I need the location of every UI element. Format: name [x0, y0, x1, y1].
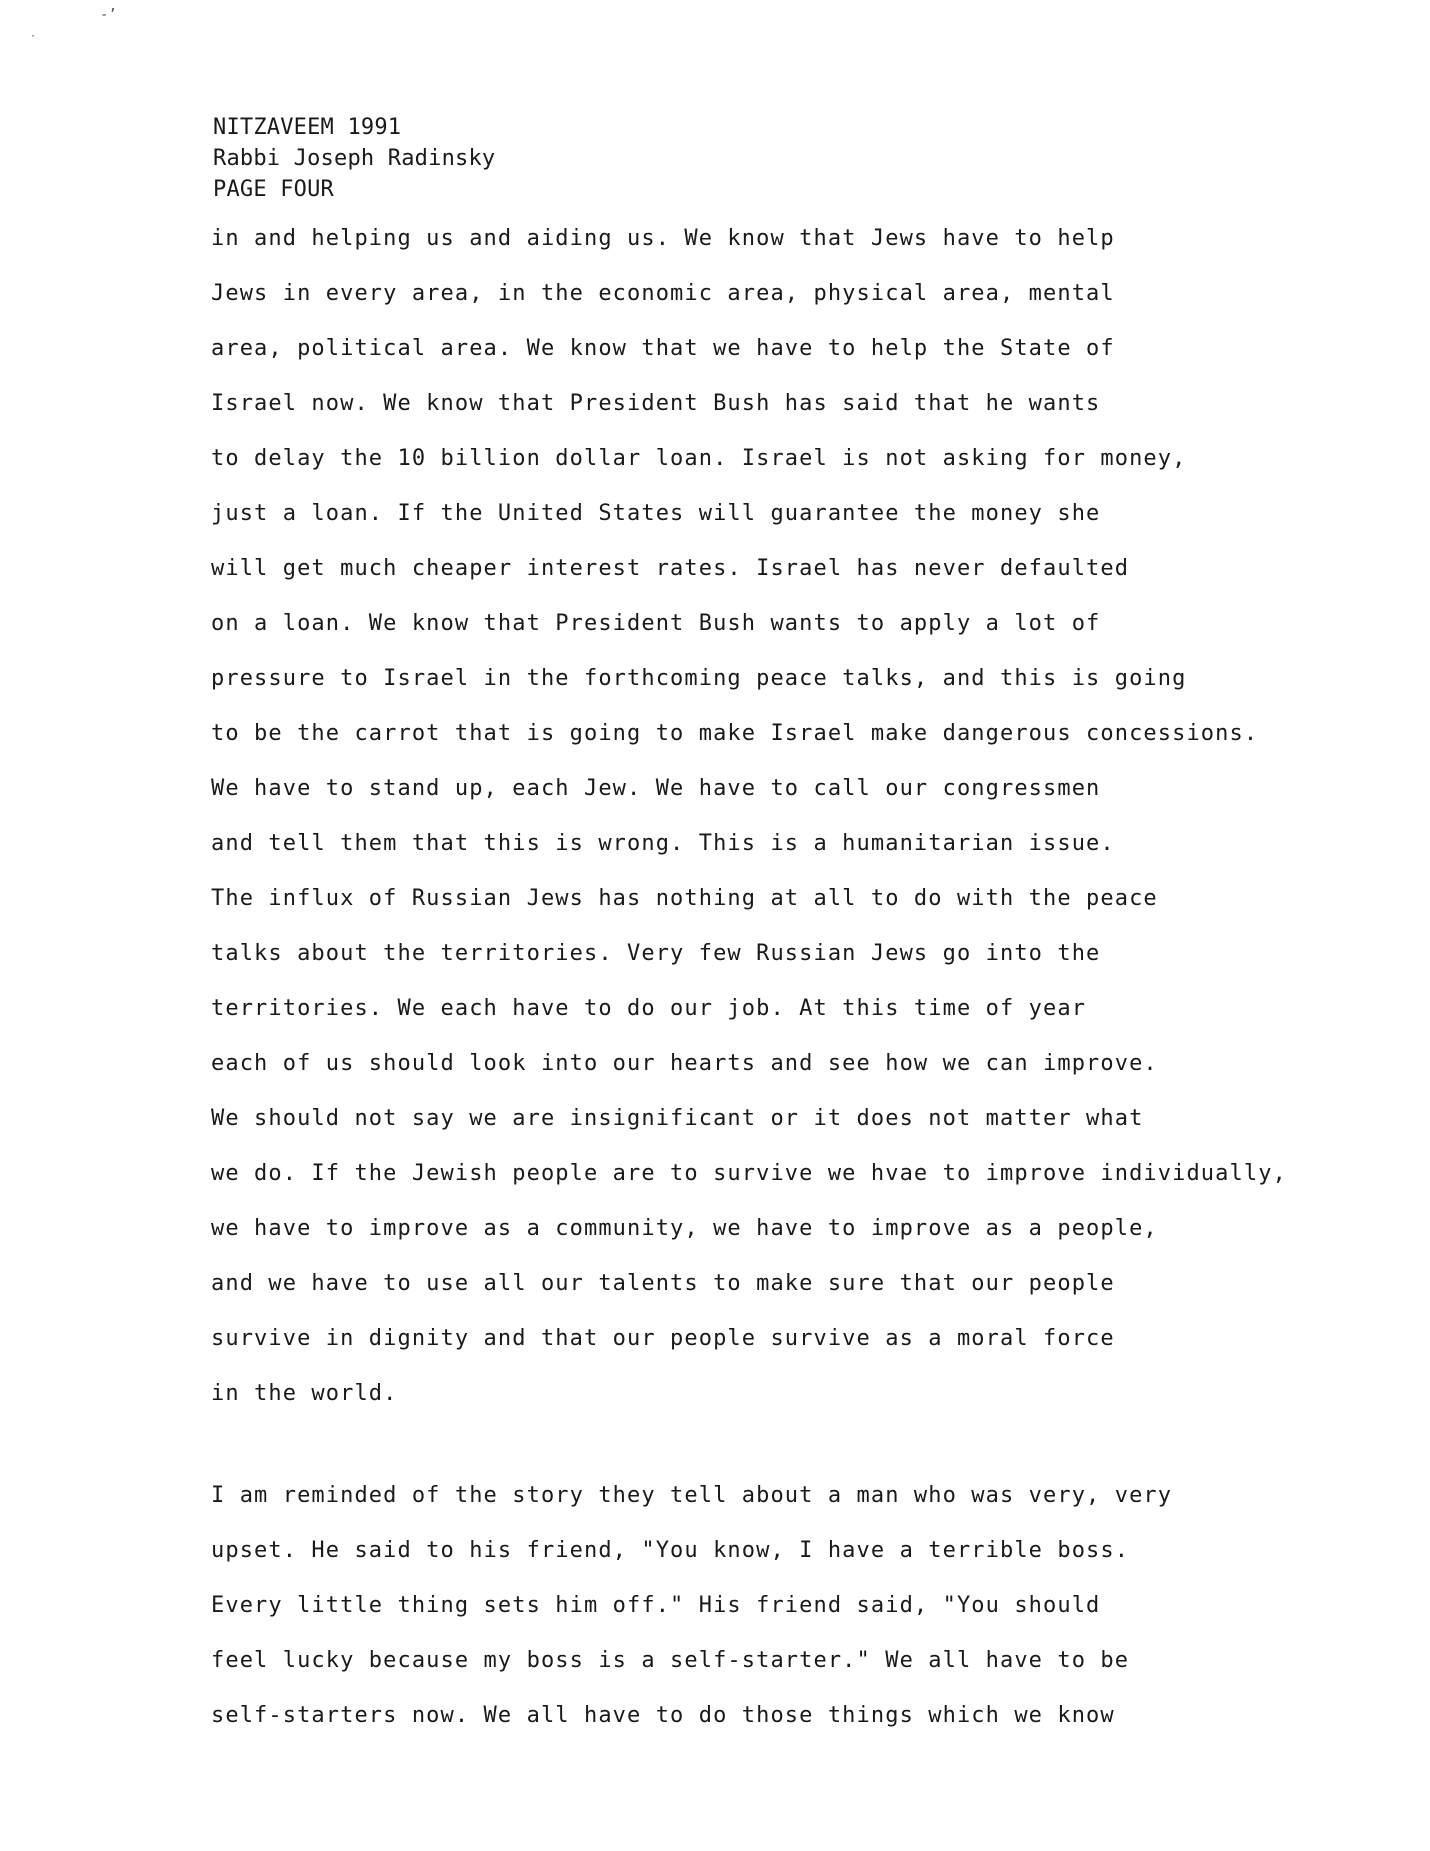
- paragraph-1: [211, 211, 1287, 1421]
- text-line: to delay the 10 billion dollar loan. Israel is not asking for money,: [211, 446, 1187, 471]
- text-line: and tell them that this is wrong. This is a humanitarian issue.: [211, 831, 1115, 856]
- text-line: pressure to Israel in the forthcoming peace talks, and this is going: [211, 666, 1187, 691]
- text-line: in the world.: [211, 1381, 398, 1406]
- text-line: survive in dignity and that our people survive as a moral force: [211, 1326, 1115, 1351]
- paragraph-2: [211, 1468, 1172, 1743]
- text-line: Every little thing sets him off." His friend said, "You should: [211, 1593, 1101, 1618]
- stray-scan-mark: -’: [100, 7, 117, 23]
- text-line: in and helping us and aiding us. We know that Jews have to help: [211, 226, 1115, 251]
- text-line: The influx of Russian Jews has nothing at all to do with the peace: [211, 886, 1158, 911]
- document-title: NITZAVEEM 1991: [213, 115, 402, 140]
- text-line: we have to improve as a community, we have to improve as a people,: [211, 1216, 1158, 1241]
- text-line: talks about the territories. Very few Russian Jews go into the: [211, 941, 1101, 966]
- text-line: We should not say we are insignificant or it does not matter what: [211, 1106, 1144, 1131]
- text-line: and we have to use all our talents to make sure that our people: [211, 1271, 1115, 1296]
- text-line: We have to stand up, each Jew. We have to call our congressmen: [211, 776, 1101, 801]
- text-line: self-starters now. We all have to do those things which we know: [211, 1703, 1115, 1728]
- text-line: we do. If the Jewish people are to survive we hvae to improve individually,: [211, 1161, 1287, 1186]
- text-line: Jews in every area, in the economic area, physical area, mental: [211, 281, 1115, 306]
- document-author: Rabbi Joseph Radinsky: [213, 146, 496, 171]
- page-label: PAGE FOUR: [213, 177, 335, 202]
- text-line: feel lucky because my boss is a self-starter." We all have to be: [211, 1648, 1130, 1673]
- text-line: will get much cheaper interest rates. Israel has never defaulted: [211, 556, 1130, 581]
- document-header: [213, 112, 495, 205]
- text-line: upset. He said to his friend, "You know, I have a terrible boss.: [211, 1538, 1130, 1563]
- text-line: each of us should look into our hearts and see how we can improve.: [211, 1051, 1158, 1076]
- stray-scan-dot: ·: [30, 31, 37, 42]
- text-line: I am reminded of the story they tell about a man who was very, very: [211, 1483, 1173, 1508]
- text-line: to be the carrot that is going to make Israel make dangerous concessions.: [211, 721, 1259, 746]
- text-line: territories. We each have to do our job. At this time of year: [211, 996, 1087, 1021]
- text-line: area, political area. We know that we have to help the State of: [211, 336, 1115, 361]
- text-line: on a loan. We know that President Bush wants to apply a lot of: [211, 611, 1101, 636]
- text-line: Israel now. We know that President Bush has said that he wants: [211, 391, 1101, 416]
- text-line: just a loan. If the United States will guarantee the money she: [211, 501, 1101, 526]
